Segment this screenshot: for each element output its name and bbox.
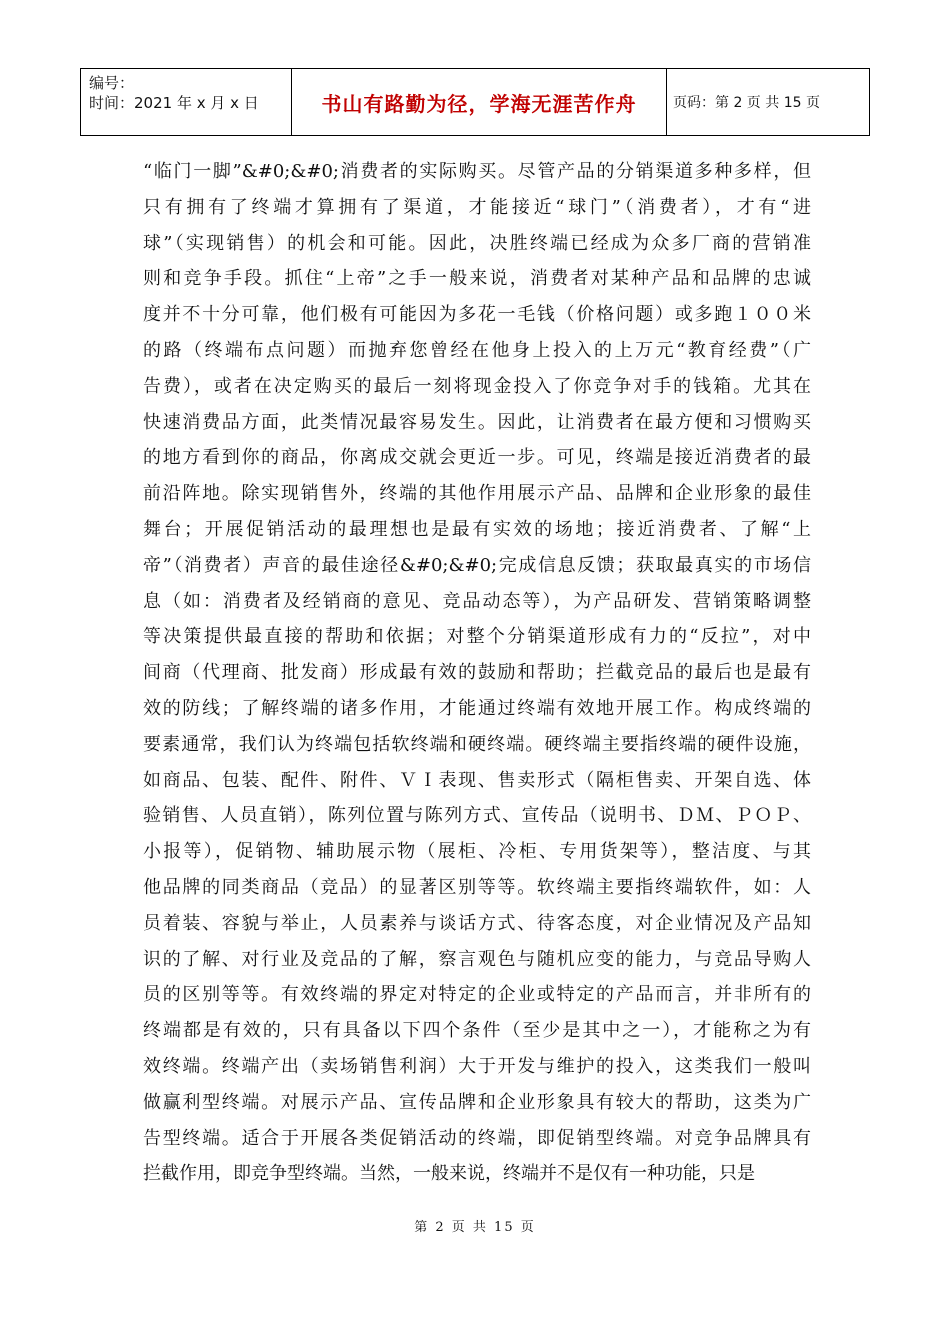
body-line: 拦截作用，即竞争型终端。当然，一般来说，终端并不是仅有一种功能，只是: [143, 1163, 755, 1185]
body-line: 球”（实现销售）的机会和可能。因此，决胜终端已经成为众多厂商的营销准: [143, 232, 811, 254]
body-line: 如商品、包装、配件、附件、ＶＩ表现、售卖形式（隔柜售卖、开架自选、体: [143, 769, 811, 791]
body-line: 告费），或者在决定购买的最后一刻将现金投入了你竞争对手的钱箱。尤其在: [143, 375, 811, 397]
time-label: 时间：2021 年 x 月 x 日: [89, 94, 259, 112]
body-line: 识的了解、对行业及竞品的了解，察言观色与随机应变的能力，与竞品导购人: [143, 948, 811, 970]
body-line: 小报等），促销物、辅助展示物（展柜、冷柜、专用货架等），整洁度、与其: [143, 841, 811, 863]
body-line: 快速消费品方面，此类情况最容易发生。因此，让消费者在最方便和习惯购买: [143, 411, 811, 433]
body-line: 效终端。终端产出（卖场销售利润）大于开发与维护的投入，这类我们一般叫: [143, 1055, 811, 1077]
body-line: 间商（代理商、批发商）形成最有效的鼓励和帮助；拦截竞品的最后也是最有: [143, 662, 811, 684]
header-meta-cell: [81, 69, 292, 136]
body-line: 验销售、人员直销），陈列位置与陈列方式、宣传品（说明书、ＤＭ、ＰＯＰ、: [143, 805, 811, 827]
body-line: 员着装、容貌与举止，人员素养与谈话方式、待客态度，对企业情况及产品知: [143, 912, 811, 934]
body-line: 他品牌的同类商品（竞品）的显著区别等等。软终端主要指终端软件，如：人: [143, 876, 811, 898]
body-line: 帝”（消费者）声音的最佳途径&#0;&#0;完成信息反馈；获取最真实的市场信: [143, 554, 811, 576]
body-text: [143, 154, 811, 1192]
header-page-info: 页码：第 2 页 共 15 页: [667, 69, 870, 136]
body-line: 则和竞争手段。抓住“上帝”之手一般来说，消费者对某种产品和品牌的忠诚: [143, 268, 811, 290]
header-motto: 书山有路勤为径，学海无涯苦作舟: [292, 69, 667, 136]
body-line: 度并不十分可靠，他们极有可能因为多花一毛钱（价格问题）或多跑１００米: [143, 304, 811, 326]
body-line: 要素通常，我们认为终端包括软终端和硬终端。硬终端主要指终端的硬件设施，: [143, 733, 811, 755]
body-line: 的路（终端布点问题）而抛弃您曾经在他身上投入的上万元“教育经费”（广: [143, 339, 811, 361]
body-line: 做赢利型终端。对展示产品、宣传品牌和企业形象具有较大的帮助，这类为广: [143, 1091, 811, 1113]
body-line: 的地方看到你的商品，你离成交就会更近一步。可见，终端是接近消费者的最: [143, 447, 811, 469]
page-footer: 第 2 页 共 15 页: [414, 1220, 536, 1235]
document-header: [80, 68, 870, 136]
body-line: 终端都是有效的，只有具备以下四个条件（至少是其中之一），才能称之为有: [143, 1020, 811, 1042]
body-line: 舞台；开展促销活动的最理想也是最有实效的场地；接近消费者、了解“上: [143, 518, 811, 540]
body-line: “临门一脚”&#0;&#0;消费者的实际购买。尽管产品的分销渠道多种多样，但: [143, 161, 811, 182]
body-line: 只有拥有了终端才算拥有了渠道，才能接近“球门”（消费者），才有“进: [143, 196, 811, 218]
body-line: 前沿阵地。除实现销售外，终端的其他作用展示产品、品牌和企业形象的最佳: [143, 483, 811, 505]
body-line: 员的区别等等。有效终端的界定对特定的企业或特定的产品而言，并非所有的: [143, 984, 811, 1006]
body-line: 告型终端。适合于开展各类促销活动的终端，即促销型终端。对竞争品牌具有: [143, 1127, 811, 1149]
body-line: 息（如：消费者及经销商的意见、竞品动态等），为产品研发、营销策略调整: [143, 590, 811, 612]
body-line: 效的防线；了解终端的诸多作用，才能通过终端有效地开展工作。构成终端的: [143, 697, 811, 719]
body-line: 等决策提供最直接的帮助和依据；对整个分销渠道形成有力的“反拉”，对中: [143, 626, 811, 648]
serial-label: 编号：: [89, 74, 135, 92]
